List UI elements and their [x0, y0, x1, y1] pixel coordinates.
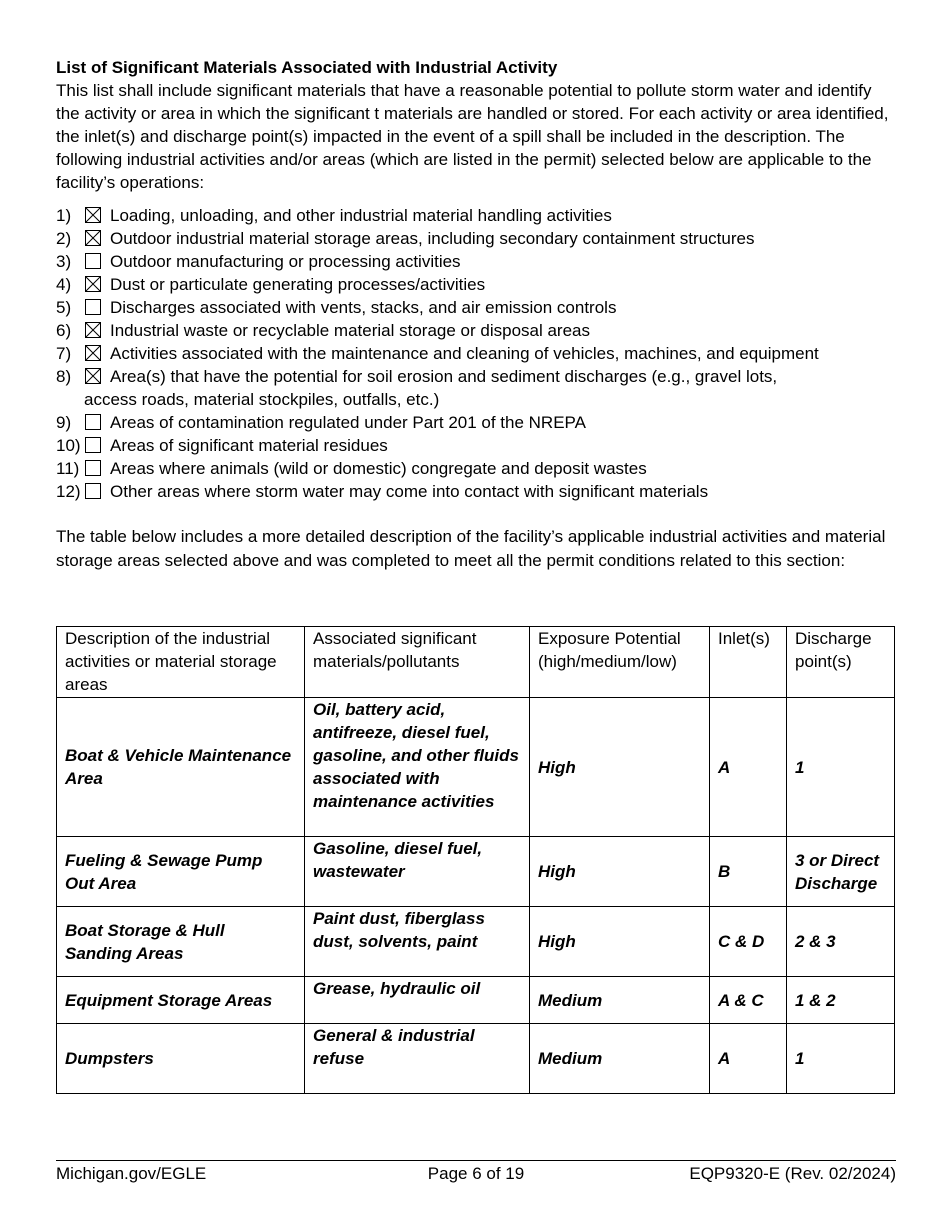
activity-number: 5): [56, 298, 72, 317]
activity-item: [56, 319, 896, 342]
header-description: Description of the industrial activities or material storage areas: [57, 627, 305, 698]
unchecked-checkbox[interactable]: [85, 437, 101, 453]
activity-checklist: [56, 204, 896, 503]
cell-description: Boat & Vehicle Maintenance Area: [57, 698, 305, 837]
cell-materials: General & industrial refuse: [305, 1024, 530, 1094]
cell-materials: Paint dust, fiberglass dust, solvents, paint: [305, 907, 530, 977]
cell-exposure: High: [530, 698, 710, 837]
header-inlets: Inlet(s): [710, 627, 787, 698]
table-header-row: [57, 627, 895, 698]
activity-item: [56, 296, 896, 319]
cell-inlets: C & D: [710, 907, 787, 977]
cell-exposure: Medium: [530, 977, 710, 1024]
header-exposure: Exposure Potential (high/medium/low): [530, 627, 710, 698]
activity-label: Industrial waste or recyclable material storage or disposal areas: [110, 321, 591, 340]
cell-discharge: 2 & 3: [787, 907, 895, 977]
cell-exposure: Medium: [530, 1024, 710, 1094]
cell-exposure: High: [530, 837, 710, 907]
checked-checkbox[interactable]: [85, 368, 101, 384]
activity-label: Activities associated with the maintenance and cleaning of vehicles, machines, and equipment: [110, 344, 819, 363]
cell-inlets: A & C: [710, 977, 787, 1024]
activity-number: 9): [56, 413, 72, 432]
header-materials: Associated significant materials/pollutants: [305, 627, 530, 698]
footer-website: Michigan.gov/EGLE: [56, 1164, 207, 1183]
cell-inlets: B: [710, 837, 787, 907]
unchecked-checkbox[interactable]: [85, 460, 101, 476]
cell-materials: Oil, battery acid, antifreeze, diesel fuel, gasoline, and other fluids associated with maintenance activities: [305, 698, 530, 837]
activity-label: Dust or particulate generating processes/activities: [110, 275, 486, 294]
activity-label: Outdoor manufacturing or processing activities: [110, 252, 461, 271]
activity-label: Areas of contamination regulated under Part 201 of the NREPA: [110, 413, 586, 432]
footer-page-number: Page 6 of 19: [427, 1164, 525, 1183]
activity-number: 2): [56, 229, 72, 248]
cell-discharge: 1: [787, 698, 895, 837]
activity-item: [56, 227, 896, 250]
footer-form-number: EQP9320-E (Rev. 02/2024): [689, 1164, 896, 1183]
activity-item: [56, 365, 896, 411]
section-intro: This list shall include significant materials that have a reasonable potential to pollute storm water and identify the activity or area in which the significant t materials are handled or stored. For each activity or area identified, the inlet(s) and discharge point(s) impacted in the event of a spill shall be included in the description. The following industrial activities and/or areas (which are listed in the permit) selected below are applicable to the facility’s operations:: [56, 81, 889, 192]
activity-label: Areas where animals (wild or domestic) congregate and deposit wastes: [110, 459, 647, 478]
unchecked-checkbox[interactable]: [85, 299, 101, 315]
table-row: [57, 837, 895, 907]
cell-inlets: A: [710, 1024, 787, 1094]
activity-number: 10): [56, 436, 81, 455]
activity-number: 6): [56, 321, 72, 340]
activity-label: Area(s) that have the potential for soil erosion and sediment discharges (e.g., gravel lots,: [110, 367, 778, 386]
activity-number: 11): [56, 459, 80, 478]
table-row: [57, 1024, 895, 1094]
activity-number: 4): [56, 275, 72, 294]
activity-item: [56, 273, 896, 296]
cell-exposure: High: [530, 907, 710, 977]
activity-number: 1): [56, 206, 72, 225]
cell-description: Equipment Storage Areas: [57, 977, 305, 1024]
checked-checkbox[interactable]: [85, 230, 101, 246]
checked-checkbox[interactable]: [85, 276, 101, 292]
header-discharge: Discharge point(s): [787, 627, 895, 698]
cell-materials: Grease, hydraulic oil: [305, 977, 530, 1024]
section-title: List of Significant Materials Associated with Industrial Activity: [56, 58, 558, 77]
cell-discharge: 3 or Direct Discharge: [787, 837, 895, 907]
table-row: [57, 698, 895, 837]
document-page: [56, 56, 896, 1068]
unchecked-checkbox[interactable]: [85, 253, 101, 269]
cell-materials: Gasoline, diesel fuel, wastewater: [305, 837, 530, 907]
activity-item: [56, 342, 896, 365]
activity-item: [56, 204, 896, 227]
materials-table: [56, 626, 895, 1094]
cell-inlets: A: [710, 698, 787, 837]
table-intro: The table below includes a more detailed description of the facility’s applicable industrial activities and material storage areas selected above and was completed to meet all the permit conditions related to this section:: [56, 527, 886, 570]
table-row: [57, 907, 895, 977]
checked-checkbox[interactable]: [85, 322, 101, 338]
unchecked-checkbox[interactable]: [85, 483, 101, 499]
cell-description: Dumpsters: [57, 1024, 305, 1094]
checked-checkbox[interactable]: [85, 345, 101, 361]
cell-discharge: 1: [787, 1024, 895, 1094]
page-footer: [56, 1160, 896, 1188]
cell-description: Boat Storage & Hull Sanding Areas: [57, 907, 305, 977]
activity-label: Discharges associated with vents, stacks, and air emission controls: [110, 298, 617, 317]
cell-description: Fueling & Sewage Pump Out Area: [57, 837, 305, 907]
activity-number: 8): [56, 367, 72, 386]
activity-number: 7): [56, 344, 72, 363]
cell-discharge: 1 & 2: [787, 977, 895, 1024]
activity-item: [56, 411, 896, 434]
activity-label-continuation: access roads, material stockpiles, outfalls, etc.): [84, 390, 440, 409]
activity-label: Areas of significant material residues: [110, 436, 388, 455]
activity-label: Other areas where storm water may come into contact with significant materials: [110, 482, 709, 501]
activity-number: 3): [56, 252, 72, 271]
activity-item: [56, 434, 896, 457]
unchecked-checkbox[interactable]: [85, 414, 101, 430]
activity-label: Outdoor industrial material storage areas, including secondary containment structures: [110, 229, 755, 248]
activity-item: [56, 250, 896, 273]
checked-checkbox[interactable]: [85, 207, 101, 223]
table-row: [57, 977, 895, 1024]
activity-number: 12): [56, 482, 81, 501]
activity-label: Loading, unloading, and other industrial material handling activities: [110, 206, 612, 225]
activity-item: [56, 457, 896, 480]
activity-item: [56, 480, 896, 503]
